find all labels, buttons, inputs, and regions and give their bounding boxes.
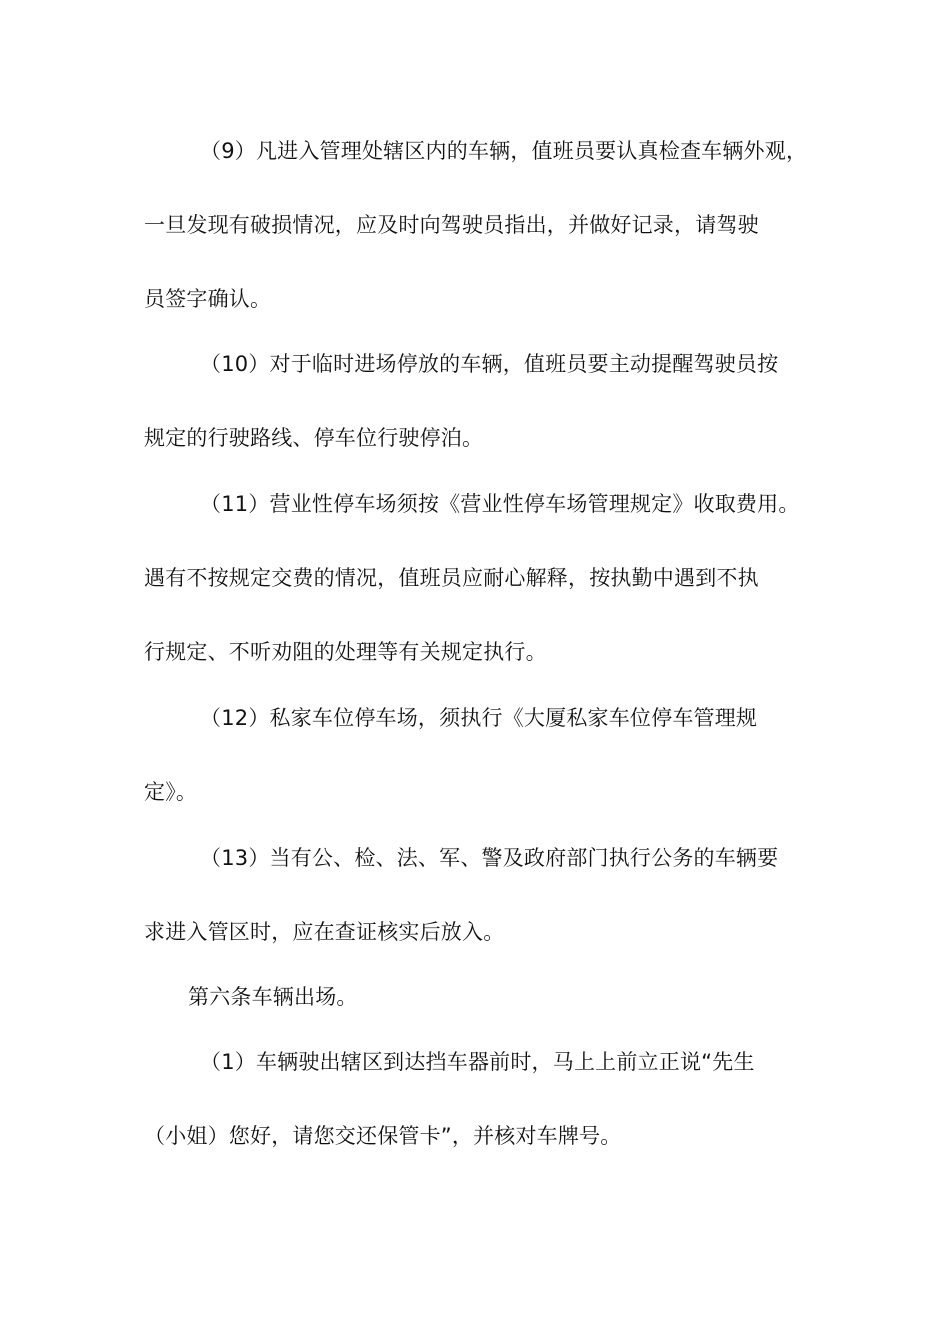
paragraph-10-line-1: （10）对于临时进场停放的车辆，值班员要主动提醒驾驶员按: [200, 352, 779, 376]
paragraph-10-line-2: 规定的行驶路线、停车位行驶停泊。: [144, 426, 484, 450]
paragraph-13-line-1: （13）当有公、检、法、军、警及政府部门执行公务的车辆要: [200, 846, 779, 870]
paragraph-11-line-3: 行规定、不听劝阻的处理等有关规定执行。: [144, 640, 547, 664]
paragraph-11-line-2: 遇有不按规定交费的情况，值班员应耐心解释，按执勤中遇到不执: [144, 566, 759, 590]
paragraph-13-line-2: 求进入管区时，应在查证核实后放入。: [144, 920, 505, 944]
article-6-paragraph-1-line-2: （小姐）您好，请您交还保管卡”，并核对车牌号。: [144, 1124, 622, 1148]
paragraph-12-line-1: （12）私家车位停车场，须执行《大厦私家车位停车管理规: [200, 706, 758, 730]
paragraph-9-line-1: （9）凡进入管理处辖区内的车辆，值班员要认真检查车辆外观，: [200, 139, 808, 163]
paragraph-9-line-3: 员签字确认。: [144, 287, 272, 311]
article-6-heading: 第六条车辆出场。: [188, 985, 358, 1009]
article-6-paragraph-1-line-1: （1）车辆驶出辖区到达挡车器前时，马上上前立正说“先生: [200, 1050, 755, 1074]
paragraph-12-line-2: 定》。: [144, 780, 198, 804]
paragraph-9-line-2: 一旦发现有破损情况，应及时向驾驶员指出，并做好记录，请驾驶: [144, 213, 759, 237]
paragraph-11-line-1: （11）营业性停车场须按《营业性停车场管理规定》收取费用。: [200, 492, 800, 516]
